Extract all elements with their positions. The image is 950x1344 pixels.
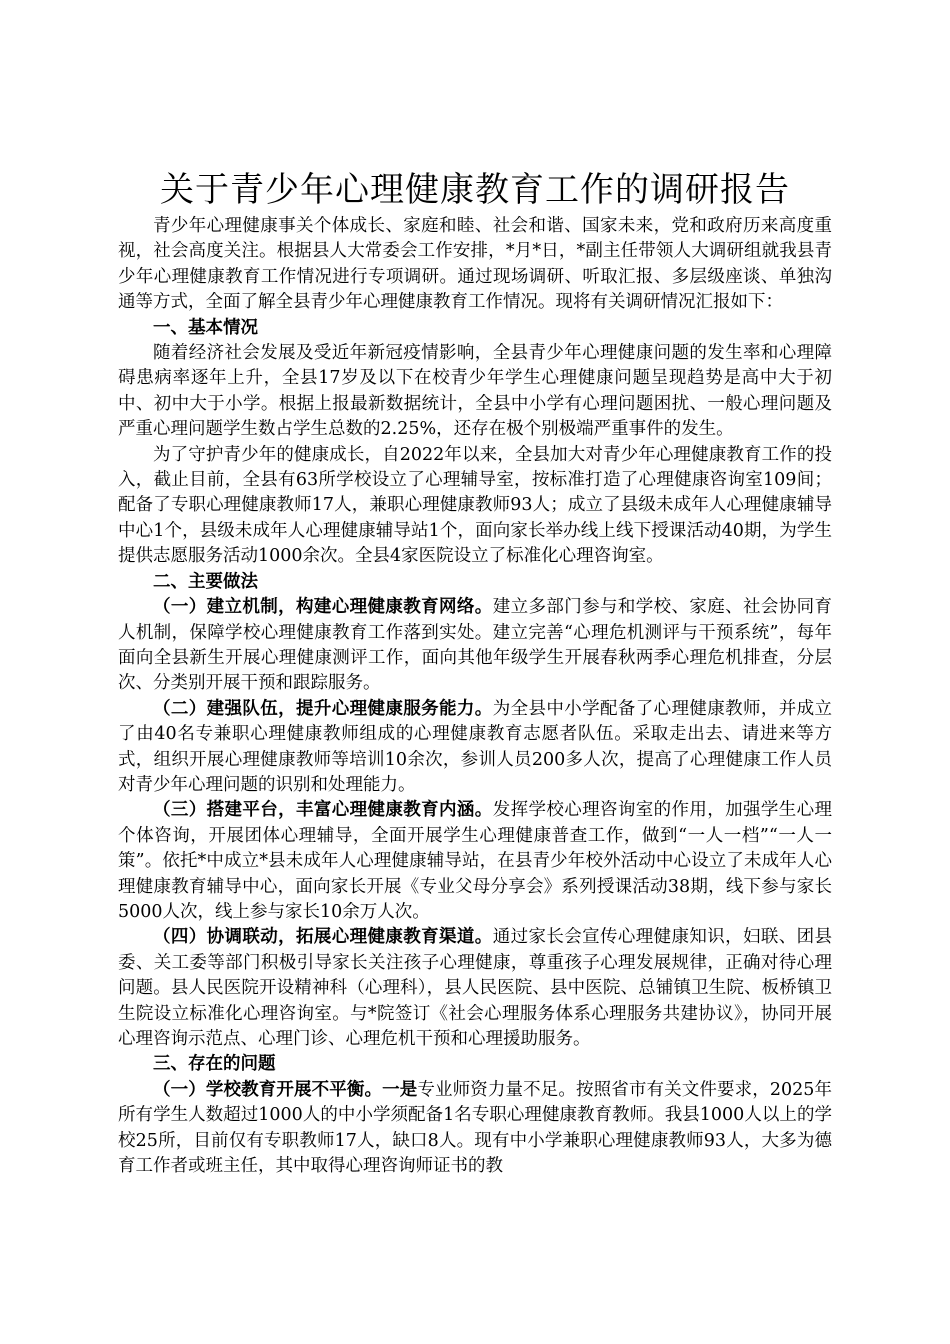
practice-paragraph-4 [118,925,832,1052]
practice-text-3: 发挥学校心理咨询室的作用，加强学生心理个体咨询，开展团体心理辅导，全面开展学生心理健康普查工作，做到“一人一档”“一人一策”。依托*中成立*县未成年人心理健康辅导站，在县青少年校外活动中心设立了未成年人心理健康教育辅导中心，面向家长开展《专业父母分享会》系列授课活动38期，线下参与家长5000人次，线上参与家长10余万人次。 [118,800,833,922]
practice-lead-1: （一）建立机制，构建心理健康教育网络。 [153,597,493,618]
practice-text-4: 通过家长会宣传心理健康知识，妇联、团县委、关工委等部门积极引导家长关注孩子心理健康，尊重孩子心理发展规律，正确对待心理问题。县人民医院开设精神科（心理科），县人民医院、县中医院、总铺镇卫生院、板桥镇卫生院设立标准化心理咨询室。与*院签订《社会心理服务体系心理服务共建协议》，协同开展心理咨询示范点、心理门诊、心理危机干预和心理援助服务。 [118,927,833,1049]
practice-lead-2: （二）建强队伍，提升心理健康服务能力。 [153,698,493,719]
section-heading-practices: 二、主要做法 [153,571,258,592]
practice-paragraph-3 [118,798,832,925]
problem-paragraph-1 [118,1078,832,1180]
intro-paragraph: 青少年心理健康事关个体成长、家庭和睦、社会和谐、国家未来，党和政府历来高度重视，社会高度关注。根据县人大常委会工作安排，*月*日，*副主任带领人大调研组就我县青少年心理健康教育工作情况进行专项调研。通过现场调研、听取汇报、多层级座谈、单独沟通等方式，全面了解全县青少年心理健康教育工作情况。现将有关调研情况汇报如下： [118,216,832,313]
practice-lead-3: （三）搭建平台，丰富心理健康教育内涵。 [153,800,493,821]
problem-text-1: 专业师资力量不足。按照省市有关文件要求，2025年所有学生人数超过1000人的中小学须配备1名专职心理健康教育教师。我县1000人以上的学校25所，目前仅有专职教师17人，缺口8人。现有中小学兼职心理健康教师93人，大多为德育工作者或班主任，其中取得心理咨询师证书的教 [118,1079,832,1177]
practice-text-2: 为全县中小学配备了心理健康教师，并成立了由40名专兼职心理健康教师组成的心理健康教育志愿者队伍。采取走出去、请进来等方式，组织开展心理健康教师等培训10余次，参训人员200多人次，提高了心理健康工作人员对青少年心理问题的识别和处理能力。 [118,698,833,795]
problem-lead-1: （一）学校教育开展不平衡。一是 [153,1079,418,1100]
basic-paragraph-1: 随着经济社会发展及受近年新冠疫情影响，全县青少年心理健康问题的发生率和心理障碍患病率逐年上升，全县17岁及以下在校青少年学生心理健康问题呈现趋势是高中大于初中、初中大于小学。根据上报最新数据统计，全县中小学有心理问题困扰、一般心理问题及严重心理问题学生数占学生总数的2.25%，还存在极个别极端严重事件的发生。 [118,343,832,440]
document-title: 关于青少年心理健康教育工作的调研报告 [160,170,790,210]
practice-paragraph-1 [118,595,832,697]
practice-paragraph-2 [118,697,832,799]
practice-text-1: 建立多部门参与和学校、家庭、社会协同育人机制，保障学校心理健康教育工作落到实处。建立完善“心理危机测评与干预系统”，每年面向全县新生开展心理健康测评工作，面向其他年级学生开展春秋两季心理危机排查，分层次、分类别开展干预和跟踪服务。 [118,597,833,694]
section-heading-problems: 三、存在的问题 [153,1054,276,1075]
section-heading-basic: 一、基本情况 [153,317,258,338]
basic-paragraph-2: 为了守护青少年的健康成长，自2022年以来，全县加大对青少年心理健康教育工作的投入，截止目前，全县有63所学校设立了心理辅导室，按标准打造了心理健康咨询室109间；配备了专职心理健康教师17人，兼职心理健康教师93人；成立了县级未成年人心理健康辅导中心1个，县级未成年人心理健康辅导站1个，面向家长举办线上线下授课活动40期，为学生提供志愿服务活动1000余次。全县4家医院设立了标准化心理咨询室。 [118,444,832,567]
practice-lead-4: （四）协调联动，拓展心理健康教育渠道。 [153,927,493,948]
